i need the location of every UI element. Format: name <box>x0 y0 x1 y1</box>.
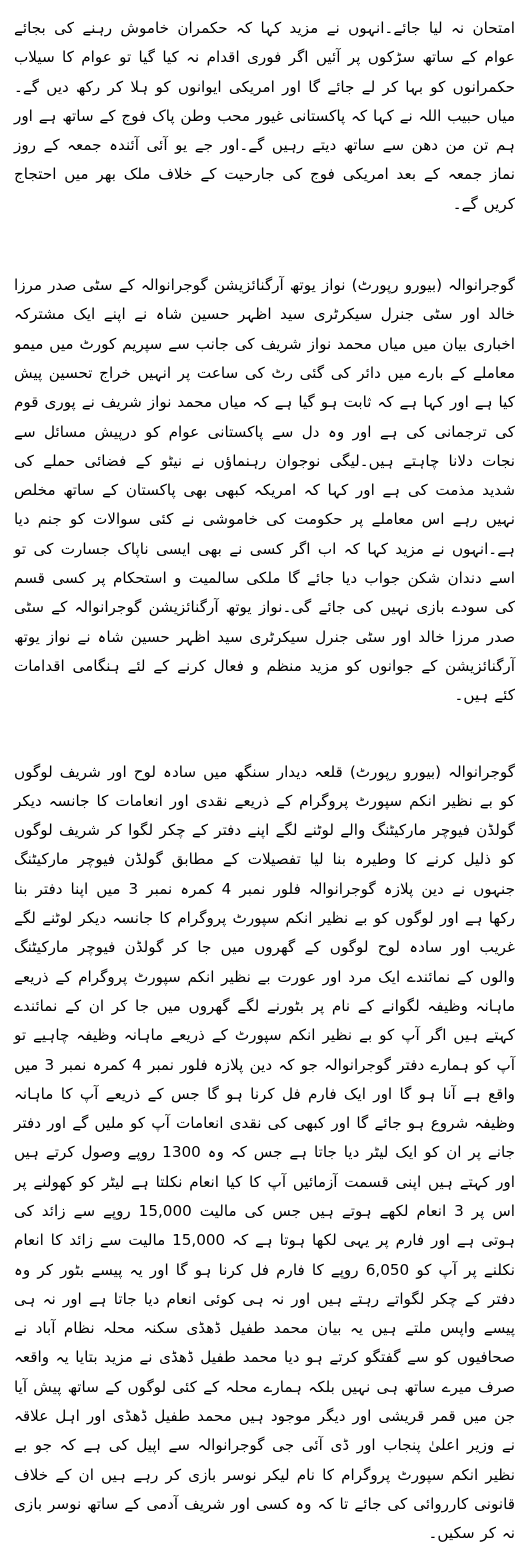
article-paragraph: امتحان نہ لیا جائے۔انہوں نے مزید کہا کہ حکمران خاموش رہنے کی بجائے عوام کے ساتھ سڑکوں پر آئیں اگر فوری اقدام نہ کیا گیا تو عوام کا سیلاب حکمرانوں کو بہا کر لے جائے گا اور امریکی ایوانوں کو ہلا کر رکھ دیں گے۔میاں حبیب اللہ نے کہا کہ پاکستانی غیور محب وطن پاک فوج کے ساتھ ہے اور ہم تن من دھن سے ساتھ دیتے رہیں گے۔اور جے یو آئی آئندہ جمعہ کے روز نماز جمعہ کے بعد امریکی فوج کی جارحیت کے خلاف ملک بھر میں احتجاج کریں گے۔ <box>14 19 515 213</box>
article-paragraph: گوجرانوالہ (بیورو رپورٹ) قلعہ دیدار سنگھ میں سادہ لوح اور شریف لوگوں کو بے نظیر انکم سپورٹ پروگرام کے ذریعے نقدی اور انعامات کا جانسہ دیکر گولڈن فیوچر مارکیٹنگ والے لوٹنے لگے اپنے دفتر کے چکر لگوا کر شریف لوگوں کو ذلیل کرنے کا وطیرہ بنا لیا تفصیلات کے مطابق گولڈن فیوچر مارکیٹنگ جنہوں نے دین پلازہ گوجرانوالہ فلور نمبر 4 کمرہ نمبر 3 میں اپنا دفتر بنا رکھا ہے اور لوگوں کو بے نظیر انکم سپورٹ پروگرام کا جانسہ دیکر لوٹنے لگے غریب اور سادہ لوح لوگوں کے گھروں میں جا کر گولڈن فیوچر مارکیٹنگ والوں کے نمائندے ایک مرد اور عورت بے نظیر انکم سپورٹ پروگرام کے ذریعے ماہانہ وظیفہ لگوانے کے نام پر بٹورنے لگے گھروں میں جا کر ان کے نمائندے کہتے ہیں اگر آپ کو بے نظیر انکم سپورٹ کے ذریعے ماہانہ وظیفہ چاہیے تو آپ کو ہمارے دفتر گوجرانوالہ جو کہ دین پلازہ فلور نمبر 4 کمرہ نمبر 3 میں واقع ہے آنا ہو گا اور ایک فارم فل کرنا ہو گا جس کے ذریعے آپ کا ماہانہ وظیفہ شروع ہو جائے گا اور کبھی کی نقدی انعامات آپ کو ملیں گے اور دفتر جانے پر ان کو ایک لیٹر دیا جاتا ہے جس کہ وہ 1300 روپے وصول کرتے ہیں اور کہتے ہیں اپنی قسمت آزمائیں آپ کا کیا انعام نکلتا ہے لیٹر کو کھولنے پر اس پر 3 انعام لکھے ہوتے ہیں جس کی مالیت 15,000 روپے سے زائد کی ہوتی ہے اور فارم پر یہی لکھا ہوتا ہے کہ 15,000 مالیت سے زائد کا انعام نکلنے پر آپ کو 6,050 روپے کا فارم فل کرنا ہو گا اور یہ پیسے بٹور کر وہ دفتر کے چکر لگواتے رہتے ہیں اور نہ ہی کوئی انعام دیا جاتا ہے اور نہ ہی پیسے واپس ملتے ہیں یہ بیان محمد طفیل ڈھڈی سکنہ محلہ نظام آباد نے صحافیوں کو سے گفتگو کرتے ہو دیا محمد طفیل ڈھڈی نے مزید بتایا یہ واقعہ صرف میرے ساتھ ہی نہیں بلکہ ہمارے محلہ کے کئی لوگوں کے ساتھ پیش آیا جن میں قمر قریشی اور دیگر موجود ہیں محمد طفیل ڈھڈی اور اہل علاقہ نے وزیر اعلیٰ پنجاب اور ڈی آئی جی گوجرانوالہ سے اپیل کی ہے کہ جو بے نظیر انکم سپورٹ پروگرام کا نام لیکر نوسر بازی کر رہے ہیں ان کے خلاف قانونی کارروائی کی جائے تا کہ وہ کسی اور شریف آدمی کے ساتھ نوسر بازی نہ کر سکیں۔ <box>14 762 516 1543</box>
article-paragraph: گوجرانوالہ (بیورو رپورٹ) نواز یوتھ آرگنائزیشن گوجرانوالہ کے سٹی صدر مرزا خالد اور سٹی جنرل سیکرٹری سید اظہر حسین شاہ نے اپنے ایک مشترکہ اخباری بیان میں میاں محمد نواز شریف کی جانب سے سپریم کورٹ میں میمو معاملے کے بارے میں دائر کی گئی رٹ کی ساعت پر انہیں خراج تحسین پیش کیا ہے اور کہا ہے کہ ثابت ہو گیا ہے کہ میاں محمد نواز شریف نے پوری قوم کی ترجمانی کی ہے اور وہ دل سے پاکستانی عوام کو درپیش مسائل سے نجات دلانا چاہتے ہیں۔لیگی نوجوان رہنماؤں نے نیٹو کے فضائی حملے کی شدید مذمت کی ہے اور کہا کہ امریکہ کبھی بھی پاکستان کے ساتھ مخلص نہیں رہے اس معاملے پر حکومت کی خاموشی نے کئی سوالات کو جنم دیا ہے۔انہوں نے مزید کہا کہ اب اگر کسی نے بھی ایسی ناپاک جسارت کی تو اسے دندان شکن جواب دیا جائے گا ملکی سالمیت و استحکام پر کسی قسم کی سودے بازی نہیں کی جائے گی۔نواز یوتھ آرگنائزیشن گوجرانوالہ کے سٹی صدر مرزا خالد اور سٹی جنرل سیکرٹری سید اظہر حسین شاہ نے نواز یوتھ آرگنائزیشن کے جوانوں کو مزید منظم و فعال کرنے کے لئے ہنگامی اقدامات کئے ہیں۔ <box>14 276 515 705</box>
